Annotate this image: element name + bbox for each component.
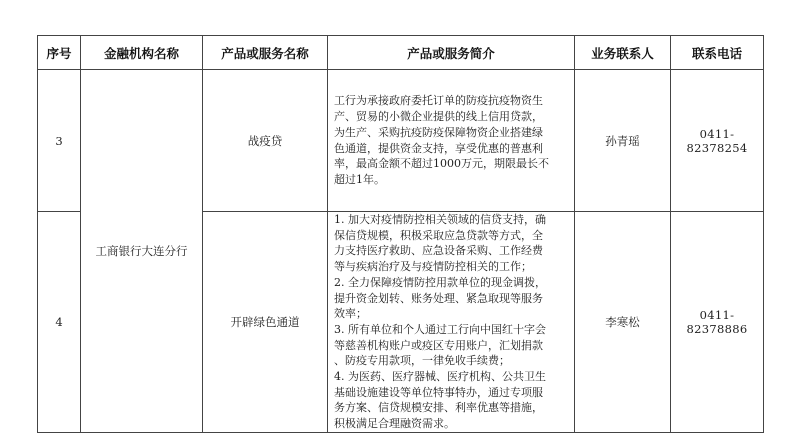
header-product-name: 产品或服务名称 [203,36,328,70]
description-line: 力支持医疗救助、应急设备采购、工作经费 [334,244,543,258]
description-line: 务方案、信贷规模安排、利率优惠等措施， [334,401,543,415]
description-line: 4. 为医药、医疗器械、医疗机构、公共卫生 [334,370,546,384]
header-product-intro: 产品或服务简介 [328,36,575,70]
financial-products-table [37,35,764,433]
description-line: 、防疫专用款项，一律免收手续费； [334,354,510,368]
description-line: 产、贸易的小微企业提供的线上信用贷款， [334,110,543,124]
description-line: 保信贷规模，积极采取应急贷款等方式，全 [334,228,543,242]
description-line: 2. 全力保障疫情防控用款单位的现金调拨， [334,275,546,289]
table-header-row [38,36,764,70]
product-description [328,212,575,433]
description-line: 超过1年。 [334,172,385,186]
row-number: 4 [38,212,81,433]
table-container [37,35,764,433]
contact-phone: 0411-82378886 [671,212,764,433]
description-line: 1. 加大对疫情防控相关领域的信贷支持，确 [334,213,546,226]
description-line: 率，最高金额不超过1000万元，期限最长不 [334,157,549,171]
description-line: 积极满足合理融资需求。 [334,417,455,431]
table-row [38,70,764,212]
header-no: 序号 [38,36,81,70]
product-description [328,70,575,212]
contact-person: 李寒松 [575,212,671,433]
contact-phone: 0411-82378254 [671,70,764,212]
product-name: 战疫贷 [203,70,328,212]
description-line: 3. 所有单位和个人通过工行向中国红十字会 [334,322,546,336]
description-line: 效率； [334,307,367,321]
header-contact: 业务联系人 [575,36,671,70]
description-line: 为生产、采购抗疫防疫保障物资企业搭建绿 [334,125,543,139]
institution-name: 工商银行大连分行 [81,70,203,433]
contact-person: 孙青瑶 [575,70,671,212]
description-line: 色通道，提供资金支持，享受优惠的普惠利 [334,141,543,155]
row-number: 3 [38,70,81,212]
description-line: 提升资金划转、账务处理、紧急取现等服务 [334,291,543,305]
description-line: 等与疾病治疗及与疫情防控相关的工作； [334,260,532,274]
description-line: 基础设施建设等单位特事特办，通过专项服 [334,385,543,399]
product-name: 开辟绿色通道 [203,212,328,433]
description-line: 工行为承接政府委托订单的防疫抗疫物资生 [334,94,543,108]
header-phone: 联系电话 [671,36,764,70]
description-line: 等慈善机构账户或疫区专用账户，汇划捐款 [334,338,543,352]
header-institution: 金融机构名称 [81,36,203,70]
